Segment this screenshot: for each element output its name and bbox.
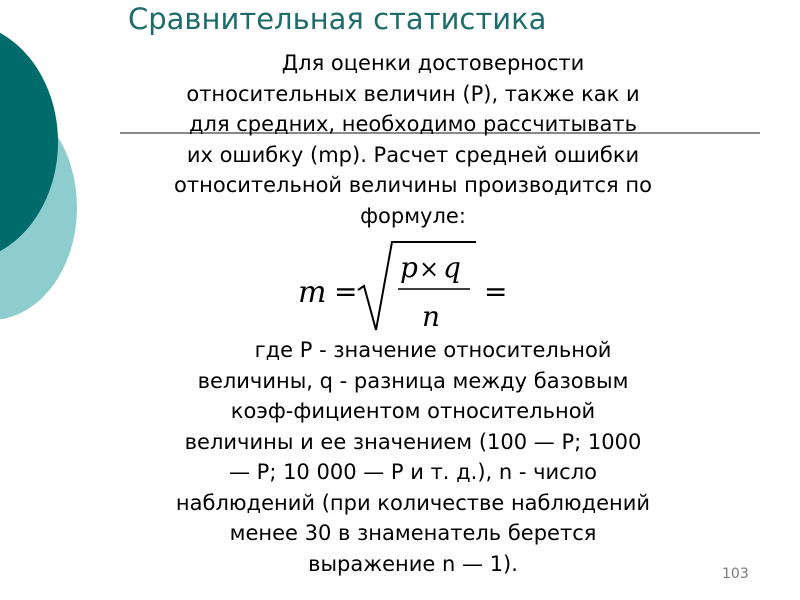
explanation-line: величины и ее значением (100 — Р; 1000 — [184, 429, 642, 454]
intro-line: Для оценки достоверности — [241, 51, 585, 75]
slide-title: Сравнительная статистика — [128, 2, 547, 36]
formula-numerator-q: q — [443, 251, 461, 284]
explanation-paragraph — [108, 335, 718, 579]
intro-line: относительных величин (Р), также как и — [186, 81, 640, 106]
formula-denominator: n — [422, 300, 441, 333]
intro-line: относительной величины производится по — [174, 173, 652, 197]
formula-times: × — [419, 255, 440, 283]
explanation-line: где Р - значение относительной — [214, 338, 612, 362]
intro-line: для средних, необходимо рассчитывать — [189, 112, 637, 136]
formula-numerator-p: p — [400, 251, 418, 284]
intro-line: формуле: — [360, 203, 466, 228]
page-number: 103 — [722, 566, 749, 582]
formula-equals: = — [334, 275, 358, 308]
explanation-line: наблюдений (при количестве наблюдений — [175, 490, 651, 515]
explanation-line: — Р; 10 000 — Р и т. д.), n - число — [228, 460, 597, 484]
formula-lhs: m — [298, 275, 327, 310]
explanation-line: менее 30 в знаменатель берется — [229, 521, 597, 545]
explanation-line: выражение n — 1). — [308, 551, 518, 576]
explanation-line: величины, q - разница между базовым — [197, 368, 629, 393]
intro-line: их ошибку (mp). Расчет средней ошибки — [186, 142, 640, 167]
explanation-line: коэф-фициентом относительной — [230, 399, 596, 423]
formula-trailing-equals: = — [484, 275, 508, 308]
